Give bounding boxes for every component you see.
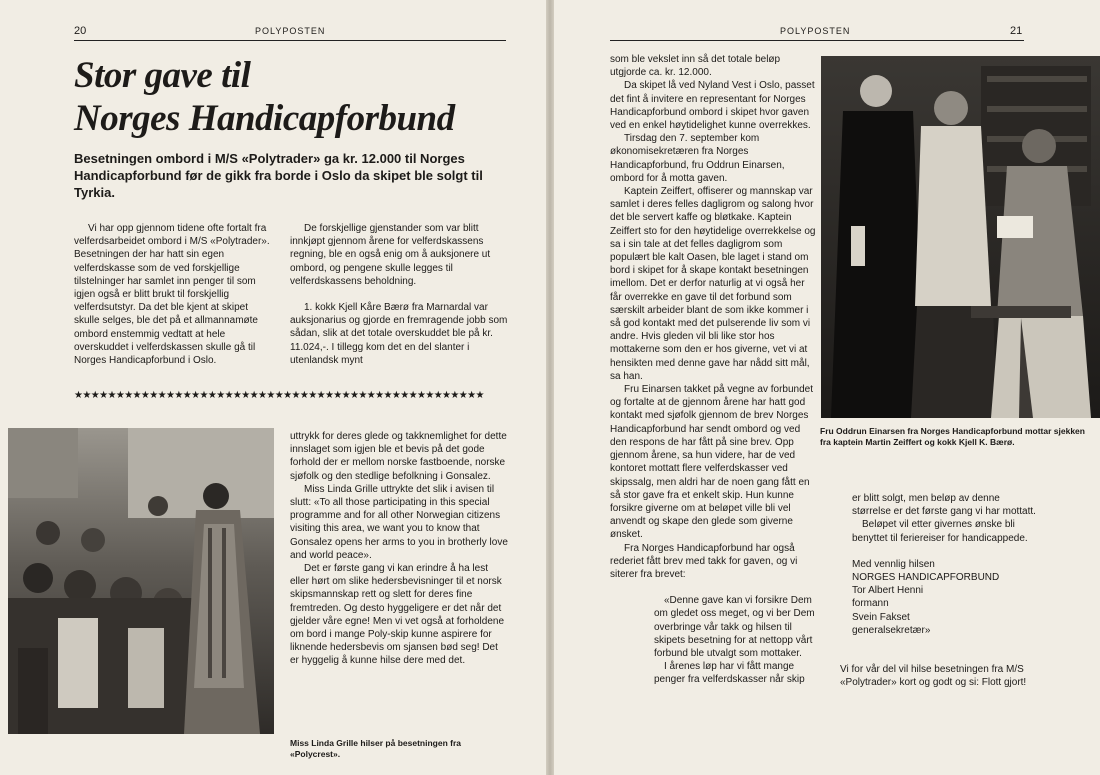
signature-line: Tor Albert Henni <box>852 585 924 597</box>
right-column-1 <box>610 53 816 687</box>
paragraph: er blitt solgt, men beløp av denne størrelse er det første gang vi har mottatt. <box>852 493 1036 518</box>
left-column-2 <box>290 222 508 367</box>
paragraph: Da skipet lå ved Nyland Vest i Oslo, passet det fint å invitere en representant for Norges Handicapforbund ombord i skipet hvor gaven ved en enkel høytidelighet kunne overrekkes. <box>610 80 815 132</box>
paragraph: 1. kokk Kjell Kåre Bærø fra Marnardal var auksjonarius og gjorde en fremragende jobb som sådan, slik at det totale overskuddet ble på kr. 11.024,-. I tillegg kom det en del slanter i utenlandsk mynt <box>290 302 508 366</box>
running-head-right: POLYPOSTEN <box>780 26 851 36</box>
left-page <box>0 0 546 775</box>
paragraph: Det er første gang vi kan erindre å ha lest eller hørt om slike hedersbevisninger til et norsk skipsmannskap rett og slett for deres fine fremtreden. Og desto hyggeligere er det når det gjelder våre egne! Men vi vet også at forholdene om bord i mange Poly-skip kunne aspirere for liknende hedersbevis om sjansen bød seg! Det er hyggelig å kunne hilse dere med det. <box>290 563 505 667</box>
binding-gutter <box>546 0 554 775</box>
paragraph: Kaptein Zeiffert, offiserer og mannskap var samlet i deres felles dagligrom og salong hvor det ble servert kaffe og bløtkake. Kaptein Zeiffert sto for den høytidelige overrekkelse og sa i sin tale at det felles dagligrom som populært ble kalt Oasen, ble laget i stand om bord i skipet for å skape kontakt besetningen imellom. Det er derfor naturlig at vi også her får overrekke en gave til det forbund som særskilt arbeider blant de som ikke kommer i så god kontakt med det pulserende liv som vi andre. Hvis gleden vil bli like stor hos mottakerne som den er hos giverne, vet vi at hensikten med denne gave har nådd sitt mål, sa han. <box>610 186 816 382</box>
signature-line: generalsekretær» <box>852 624 931 636</box>
crew-photo <box>8 428 274 734</box>
right-page <box>554 0 1100 775</box>
quote-paragraph: «Denne gave kan vi forsikre Dem om gledet oss meget, og vi ber Dem overbringe vår takk og hilsen til skipets besetning for at nettopp vårt forbund ble utvalgt som mottaker. <box>654 595 815 659</box>
right-column-2 <box>840 492 1036 689</box>
photo-caption-left: Miss Linda Grille hilser på besetningen fra «Polycrest». <box>290 738 461 759</box>
article-lead: Besetningen ombord i M/S «Polytrader» ga kr. 12.000 til Norges Handicapforbund før de gikk fra borde i Oslo da skipet ble solgt til Tyrkia. <box>74 151 483 200</box>
paragraph: Vi har opp gjennom tidene ofte fortalt fra velferdsarbeidet ombord i M/S «Polytrader». Besetningen der har hatt sin egen velferdskasse som de ved forskjellige tilstelninger har samlet inn penger til som igjen også er blitt brukt til forskjellig velferdsutstyr. Da det ble kjent at skipet skulle selges, ble det på et allmannamøte ombord enstemmig vedtatt at hele overskuddet i velferdskassen skulle gå til Norges Handicapforbund i Oslo. <box>74 223 270 367</box>
paragraph: Beløpet vil etter givernes ønske bli benyttet til feriereiser for handicappede. <box>852 519 1028 544</box>
paragraph: Fru Einarsen takket på vegne av forbundet og fortalte at de gjennom årene har hatt god kontakt med sjøfolk gjennom de brev Norges Handicapforbund har sendt ombord og ved den respons de har fått på sine brev. Opp gjennom årene, sa hun videre, har de ved kontoret mottatt flere velferdskasser ved skipssalg, men aldri har de noen gang fått en så stor gave fra et enkelt skip. Hun kunne forsikre giverne om at beløpet ville bli vel anvendt og skape den glede som giverne ønsket. <box>610 384 814 541</box>
running-head-left: POLYPOSTEN <box>255 26 326 36</box>
title-line-2: Norges Handicapforbund <box>74 98 455 139</box>
page-number-right: 21 <box>1010 25 1023 37</box>
left-column-3 <box>290 430 508 668</box>
left-column-1 <box>74 222 274 367</box>
header-rule-right <box>610 40 1024 41</box>
article-title <box>74 54 514 140</box>
paragraph: De forskjellige gjenstander som var blitt innkjøpt gjennom årene for velferdskassens regning, ble en også enig om å auksjonere ut ombord, og pengene skulle legges til velferdskassens beholdning. <box>290 223 491 287</box>
signature-line: formann <box>852 598 889 610</box>
signature-line: Med vennlig hilsen <box>852 558 935 570</box>
closing-paragraph: Vi for vår del vil hilse besetningen fra M/S «Polytrader» kort og godt og si: Flott gjort! <box>840 664 1027 689</box>
handover-photo <box>821 56 1100 418</box>
signature-line: NORGES HANDICAPFORBUND <box>852 572 1000 584</box>
signature-block <box>840 558 1036 637</box>
paragraph: Tirsdag den 7. september kom økonomisekretæren fra Norges Handicapforbund, fru Oddrun Einarsen, ombord for å motta gaven. <box>610 133 785 184</box>
paragraph: Miss Linda Grille uttrykte det slik i avisen til slutt: «To all those participating in this special programme and for all other Norwegian citizens visiting this area, we want you to know that Gonsalez opens her arms to you in brotherly love and world peace». <box>290 483 508 561</box>
paragraph: uttrykk for deres glede og takknemlighet for dette innslaget som igjen ble et bevis på det gode forhold der er mellom norske fastboende, norske sjøfolk og den stedlige befolkning i Gonsalez. <box>290 431 507 482</box>
quote-paragraph: I årenes løp har vi fått mange penger fra velferdskasser når skip <box>654 661 805 686</box>
page-number-left: 20 <box>74 25 87 37</box>
paragraph: som ble vekslet inn så det totale beløp utgjorde ca. kr. 12.000. <box>610 54 781 79</box>
star-separator: ★★★★★★★★★★★★★★★★★★★★★★★★★★★★★★★★★★★★★★★★★★★★★★★★★ <box>74 390 484 401</box>
title-line-1: Stor gave til <box>74 55 251 96</box>
signature-line: Svein Fakset <box>852 611 910 623</box>
header-rule-left <box>74 40 506 41</box>
paragraph: Fra Norges Handicapforbund har også rederiet fått brev med takk for gaven, og vi siterer fra brevet: <box>610 542 798 580</box>
photo-caption-right: Fru Oddrun Einarsen fra Norges Handicapforbund mottar sjekken fra kaptein Martin Zeiffert og kokk Kjell K. Bærø. <box>820 426 1085 447</box>
